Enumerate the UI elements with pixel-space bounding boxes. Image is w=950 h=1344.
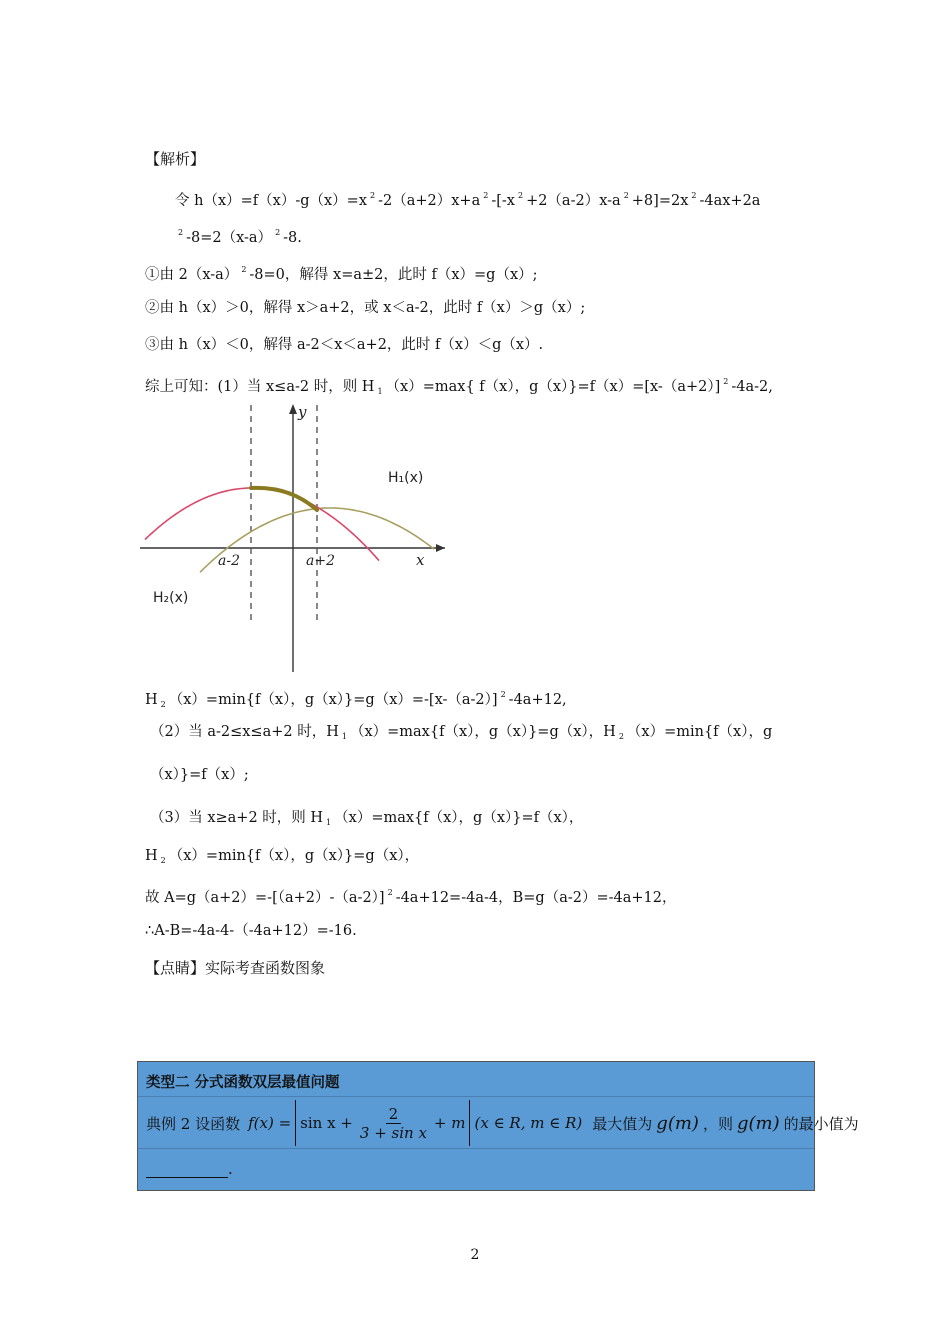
function-graph <box>140 400 450 675</box>
text-line-11: H $_2$ （x）=min{f（x），g（x）}=g（x）， <box>145 848 420 865</box>
tick-label-a-minus-2: a-2 <box>218 553 240 569</box>
example-box <box>137 1061 859 1191</box>
question-prefix: 典例 2 设函数 <box>146 1114 241 1133</box>
then-text: ，则 <box>702 1114 733 1133</box>
page-number: 2 <box>470 1247 480 1263</box>
box-title: 类型二 分式函数双层最值问题 <box>146 1075 340 1091</box>
box-divider-2 <box>138 1148 814 1149</box>
example-question <box>146 1099 859 1147</box>
fraction <box>357 1105 430 1142</box>
answer-blank[interactable] <box>146 1160 233 1178</box>
g-m-1: g(m) <box>656 1112 699 1134</box>
m-term: + m <box>433 1114 466 1132</box>
text-line-12: 故 A=g（a+2）=-[（a+2）-（a-2）] $^2$ -4a+12=-4a-4，B=g（a-2）=-4a+12， <box>145 888 677 906</box>
text-line-4: ②由 h（x）＞0，解得 x＞a+2，或 x＜a-2，此时 f（x）＞g（x）; <box>145 300 586 316</box>
x-axis-arrow <box>436 544 445 552</box>
y-axis-arrow <box>289 404 297 414</box>
analysis-heading: 【解析】 <box>145 150 206 168</box>
g-m-2: g(m) <box>736 1112 780 1134</box>
remark-line: 【点睛】实际考查函数图象 <box>145 959 326 977</box>
lower-parabola-g <box>145 488 379 561</box>
text-line-1: 令 h（x）=f（x）-g（x）=x $^2$ -2（a+2）x+a $^2$ -[-x $^2$ +2（a-2）x-a $^2$ +8]=2x $^2$ -4ax+2a <box>175 191 761 209</box>
function-name: f(x) = <box>248 1114 292 1132</box>
box-divider <box>138 1096 814 1097</box>
absolute-value-expression <box>295 1100 470 1146</box>
max-text: 最大值为 <box>592 1114 653 1133</box>
label-h2: H₂(x) <box>153 590 189 606</box>
text-line-3: ①由 2（x-a） $^2$ -8=0，解得 x=a±2，此时 f（x）=g（x）; <box>145 265 538 283</box>
blank-period: . <box>228 1160 233 1178</box>
label-h1: H₁(x) <box>388 470 424 486</box>
text-line-2: $^2$ -8=2（x-a） $^2$ -8. <box>178 228 302 246</box>
text-line-6: 综上可知：(1）当 x≤a-2 时，则 H $_1$ （x）=max{ f（x），g（x）}=f（x）=[x-（a+2）] $^2$ -4a-2, <box>145 377 773 396</box>
text-line-8: （2）当 a-2≤x≤a+2 时，H $_1$ （x）=max{f（x），g（x）}=g（x），H $_2$ （x）=min{f（x），g <box>150 724 773 741</box>
text-line-7: H $_2$ （x）=min{f（x），g（x）}=g（x）=-[x-（a-2）] $^2$ -4a+12, <box>145 690 567 709</box>
highlight-segment <box>251 488 317 510</box>
text-line-9: （x）}=f（x）; <box>150 767 249 783</box>
end-text: 的最小值为 <box>783 1114 859 1133</box>
text-line-5: ③由 h（x）＜0，解得 a-2＜x＜a+2，此时 f（x）＜g（x）. <box>145 337 544 353</box>
text-line-13: ∴A-B=-4a-4-（-4a+12）=-16. <box>145 923 357 939</box>
sin-term: sin x + <box>300 1114 353 1132</box>
fraction-denominator: 3 + sin x <box>359 1123 427 1142</box>
domain-condition: (x ∈ R, m ∈ R) <box>474 1114 583 1132</box>
text-line-10: （3）当 x≥a+2 时，则 H $_1$ （x）=max{f（x），g（x）}=f（x）， <box>150 810 584 827</box>
y-axis-label: y <box>298 403 307 421</box>
fraction-numerator: 2 <box>386 1105 402 1124</box>
x-axis-label: x <box>416 551 425 569</box>
tick-label-a-plus-2: a+2 <box>306 553 335 569</box>
